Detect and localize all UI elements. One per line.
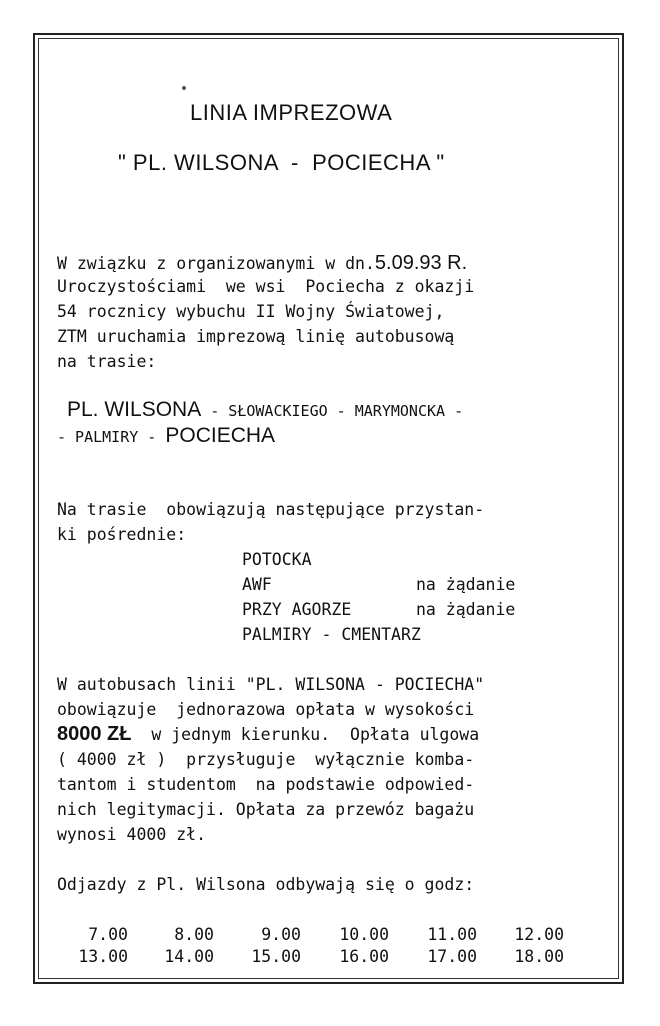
departure-time: 8.00	[174, 925, 214, 944]
departure-time: 14.00	[164, 947, 214, 966]
departure-time: 16.00	[339, 947, 389, 966]
stop-name: PALMIRY - CMENTARZ	[242, 625, 421, 644]
title-line-1: LINIA IMPREZOWA	[190, 100, 393, 125]
fare-line-3: 8000 ZŁ w jednym kierunku. Opłata ulgowa	[57, 723, 480, 745]
fare-line-1: W autobusach linii "PL. WILSONA - POCIECHA"	[57, 675, 485, 694]
departure-time: 13.00	[78, 947, 128, 966]
departure-time: 12.00	[514, 925, 564, 944]
intro-line-2: Uroczystościami we wsi Pociecha z okazji	[57, 277, 475, 296]
event-date: 5.09.93 R.	[374, 252, 468, 274]
fare-line-7: wynosi 4000 zł.	[57, 825, 207, 844]
intro-line-4: ZTM uruchamia imprezową linię autobusową	[57, 327, 455, 346]
fare-line-4: ( 4000 zł ) przysługuje wyłącznie komba-	[57, 750, 475, 769]
title-line-2: " PL. WILSONA - POCIECHA "	[118, 150, 445, 175]
stop-note: na żądanie	[416, 575, 516, 594]
stop-note: na żądanie	[416, 600, 516, 619]
route-line-1: PL. WILSONA - SŁOWACKIEGO - MARYMONCKA -	[67, 398, 464, 421]
departure-time: 15.00	[251, 947, 301, 966]
stop-name: POTOCKA	[242, 550, 312, 569]
stop-name: PRZY AGORZE	[242, 600, 352, 619]
fare-line-2: obowiązuje jednorazowa opłata w wysokości	[57, 700, 475, 719]
ink-speck	[182, 86, 186, 90]
route-line-2: - PALMIRY - POCIECHA	[57, 424, 276, 447]
departure-time: 9.00	[261, 925, 301, 944]
fare-price: 8000 ZŁ	[57, 723, 132, 745]
departure-time: 18.00	[514, 947, 564, 966]
stops-intro-line-1: Na trasie obowiązują następujące przystan-	[57, 500, 485, 519]
intro-line-5: na trasie:	[57, 352, 157, 371]
fare-line-6: nich legitymacji. Opłata za przewóz bagażu	[57, 800, 475, 819]
departures-header: Odjazdy z Pl. Wilsona odbywają się o godz:	[57, 875, 475, 894]
departure-time: 11.00	[427, 925, 477, 944]
departure-time: 10.00	[339, 925, 389, 944]
stops-intro-line-2: ki pośrednie:	[57, 525, 187, 544]
departure-time: 17.00	[427, 947, 477, 966]
departure-time: 7.00	[88, 925, 128, 944]
intro-line-3: 54 rocznicy wybuchu II Wojny Światowej,	[57, 302, 445, 321]
stop-name: AWF	[242, 575, 272, 594]
fare-line-5: tantom i studentom na podstawie odpowied-	[57, 775, 475, 794]
intro-line-1: W związku z organizowanymi w dn.5.09.93 R.	[57, 252, 468, 274]
